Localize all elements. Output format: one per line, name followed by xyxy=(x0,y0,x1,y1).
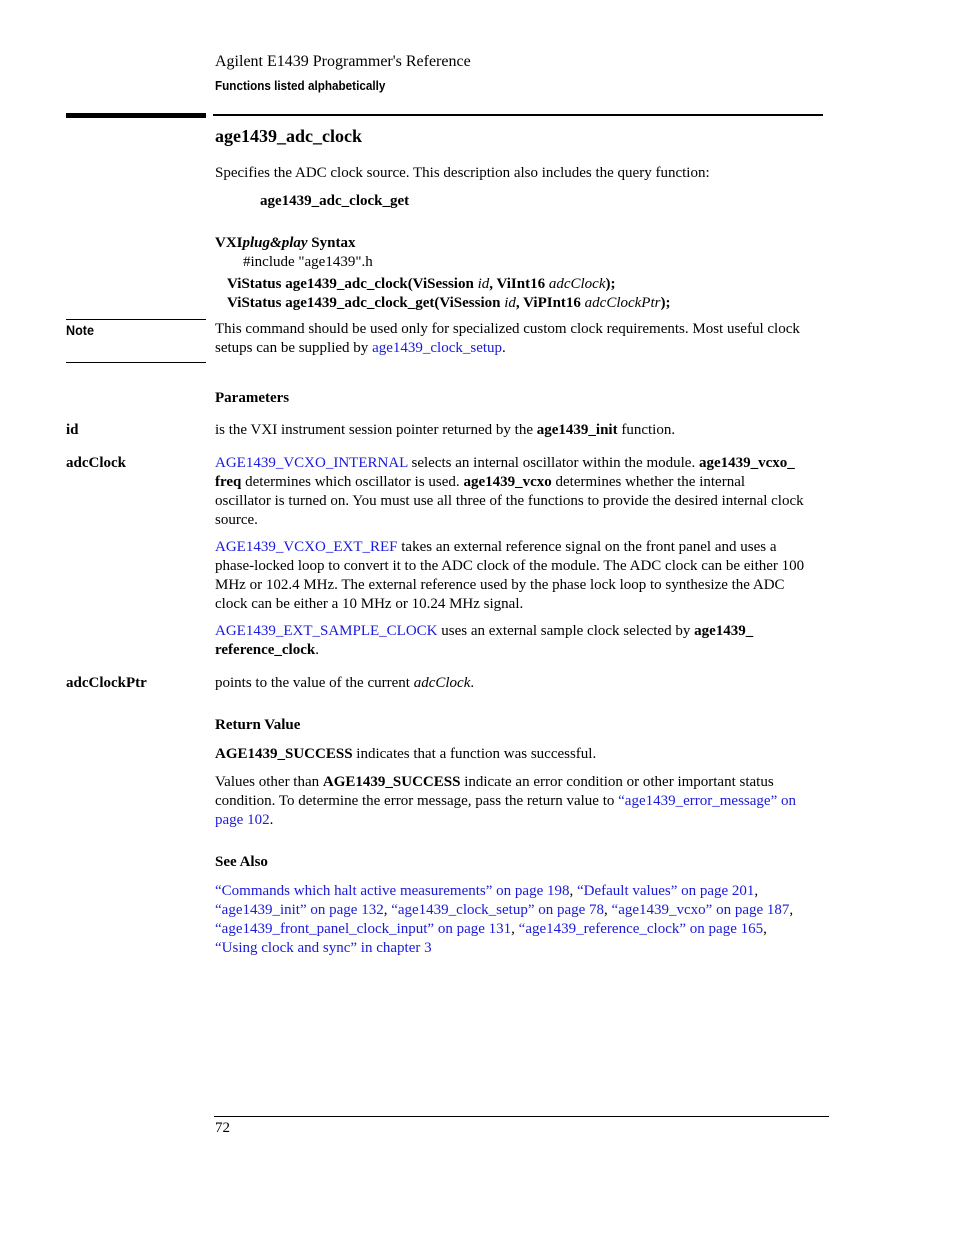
return-p2-line1 xyxy=(215,773,796,792)
see-also-separator: , xyxy=(789,902,794,918)
param-desc-adcclock-p1 xyxy=(215,454,804,530)
note-text xyxy=(215,320,827,358)
syntax-line-2-e: ); xyxy=(660,295,671,311)
running-header-title: Agilent E1439 Programmer's Reference xyxy=(215,53,471,70)
adcclock-p1-line3: oscillator is turned on. You must use all three of the functions to provide the desired internal clock xyxy=(215,493,804,509)
see-also-separator: , xyxy=(604,902,612,918)
param-desc-id xyxy=(215,421,675,440)
param-label-id: id xyxy=(66,422,79,438)
see-also-separator: , xyxy=(383,902,392,918)
note-end: . xyxy=(502,340,506,356)
return-p1-text: indicates that a function was successful. xyxy=(352,746,597,762)
see-also-link[interactable]: “age1439_init” on page 132 xyxy=(215,902,384,918)
return-success-code: AGE1439_SUCCESS xyxy=(215,746,353,762)
see-also-link[interactable]: “age1439_front_panel_clock_input” on page 131 xyxy=(215,921,512,937)
footer-rule xyxy=(214,1116,829,1117)
see-also-separator: , xyxy=(754,883,759,899)
adcclock-p3-line2 xyxy=(215,641,753,660)
param-desc-adcclock-p3 xyxy=(215,622,753,660)
syntax-line-2 xyxy=(227,294,670,313)
param-desc-adcclockptr xyxy=(215,674,474,693)
left-thick-rule xyxy=(66,113,206,118)
param-desc-id-end: function. xyxy=(617,422,676,438)
syntax-line-2-a: ViStatus age1439_adc_clock_get(ViSession xyxy=(227,295,505,311)
adcclock-p3-line1 xyxy=(215,622,753,641)
syntax-heading-suffix: Syntax xyxy=(307,235,356,251)
link-vcxo-internal[interactable]: AGE1439_VCXO_INTERNAL xyxy=(215,455,408,471)
param-label-adcclockptr: adcClockPtr xyxy=(66,675,147,691)
syntax-heading-prefix: VXI xyxy=(215,235,243,251)
see-also-heading: See Also xyxy=(215,854,268,870)
note-bottom-rule xyxy=(66,362,206,363)
adcclockptr-i1: adcClock xyxy=(413,675,471,691)
see-also-separator: , xyxy=(511,921,519,937)
param-label-adcclock: adcClock xyxy=(66,455,126,471)
syntax-line-2-param-adcclockptr: adcClockPtr xyxy=(584,295,661,311)
adcclock-p1-line4: source. xyxy=(215,512,258,528)
see-also-link[interactable]: “age1439_vcxo” on page 187 xyxy=(611,902,790,918)
link-error-message-page[interactable]: page 102 xyxy=(215,812,270,828)
adcclock-p2-line1 xyxy=(215,538,804,557)
adcclock-p2-line3: MHz or 102.4 MHz. The external reference used by the phase lock loop to synthesize the ADC xyxy=(215,577,785,593)
adcclock-p3-t1: uses an external sample clock selected by xyxy=(437,623,695,639)
see-also-link[interactable]: “Default values” on page 201 xyxy=(576,883,755,899)
syntax-line-2-param-id: id xyxy=(504,295,516,311)
see-also-link[interactable]: “age1439_clock_setup” on page 78 xyxy=(391,902,605,918)
adcclock-p1-b1: age1439_vcxo_ xyxy=(698,455,795,471)
see-also-link[interactable]: “age1439_reference_clock” on page 165 xyxy=(518,921,764,937)
running-header-subtitle: Functions listed alphabetically xyxy=(215,78,386,93)
return-p2-l2: condition. To determine the error message, pass the return value to xyxy=(215,793,619,809)
param-desc-adcclock-p2 xyxy=(215,538,804,614)
adcclock-p1-t3: determines whether the internal xyxy=(551,474,746,490)
see-also-separator: , xyxy=(569,883,577,899)
top-rule xyxy=(213,114,823,116)
see-also-line3 xyxy=(215,920,793,939)
see-also-line4 xyxy=(215,939,793,958)
adcclockptr-t1: points to the value of the current xyxy=(215,675,414,691)
return-value-p2 xyxy=(215,773,796,830)
function-title: age1439_adc_clock xyxy=(215,126,362,146)
intro-text: Specifies the ADC clock source. This description also includes the query function: xyxy=(215,165,710,181)
syntax-line-1-param-id: id xyxy=(477,276,490,292)
note-body: This command should be used only for specialized custom clock requirements. Most useful clock setups can be supplied by xyxy=(215,321,800,356)
adcclock-p3-b2: reference_clock xyxy=(215,642,316,658)
adcclock-p3-t2: . xyxy=(315,642,319,658)
query-function-name: age1439_adc_clock_get xyxy=(260,193,410,209)
link-error-message[interactable]: “age1439_error_message” on xyxy=(618,793,796,809)
see-also-links xyxy=(215,882,793,958)
syntax-heading xyxy=(215,234,355,253)
return-p2-t2: indicate an error condition or other important status xyxy=(460,774,774,790)
see-also-line1 xyxy=(215,882,793,901)
return-p2-line2 xyxy=(215,792,796,811)
adcclock-p1-b3: age1439_vcxo xyxy=(463,474,552,490)
adcclock-p2-line4: clock can be either a 10 MHz or 10.24 MHz signal. xyxy=(215,596,524,612)
parameters-heading: Parameters xyxy=(215,390,290,406)
see-also-link[interactable]: “Using clock and sync” in chapter 3 xyxy=(215,940,432,956)
link-ext-sample-clock[interactable]: AGE1439_EXT_SAMPLE_CLOCK xyxy=(215,623,438,639)
see-also-link[interactable]: “Commands which halt active measurements” on page 198 xyxy=(215,883,570,899)
adcclock-p3-b1: age1439_ xyxy=(694,623,754,639)
adcclock-p1-t2: determines which oscillator is used. xyxy=(241,474,464,490)
adcclock-p1-b2: freq xyxy=(215,474,242,490)
adcclock-p1-line1 xyxy=(215,454,804,473)
link-vcxo-ext-ref[interactable]: AGE1439_VCXO_EXT_REF xyxy=(215,539,398,555)
see-also-line2 xyxy=(215,901,793,920)
adcclockptr-t2: . xyxy=(470,675,475,691)
syntax-line-1-e: ); xyxy=(605,276,616,292)
syntax-line-2-c: , ViPInt16 xyxy=(515,295,585,311)
adcclock-p2-t1: takes an external reference signal on the front panel and uses a xyxy=(397,539,777,555)
note-label: Note xyxy=(66,322,95,338)
return-p2-line3 xyxy=(215,811,796,830)
return-value-heading: Return Value xyxy=(215,717,301,733)
param-desc-id-init: age1439_init xyxy=(536,422,618,438)
param-desc-id-text: is the VXI instrument session pointer returned by the xyxy=(215,422,537,438)
note-link-clock-setup[interactable]: age1439_clock_setup xyxy=(372,340,503,356)
syntax-heading-italic: plug&play xyxy=(242,235,308,251)
syntax-line-1-c: , ViInt16 xyxy=(489,276,549,292)
syntax-line-1-param-adcclock: adcClock xyxy=(548,276,606,292)
return-p2-t1: Values other than xyxy=(215,774,323,790)
return-p2-end: . xyxy=(269,812,274,828)
adcclock-p2-line2: phase-locked loop to convert it to the ADC clock of the module. The ADC clock can be either 100 xyxy=(215,558,805,574)
adcclock-p1-line2 xyxy=(215,473,804,492)
note-top-rule xyxy=(66,319,206,320)
syntax-include: #include "age1439".h xyxy=(243,254,373,270)
see-also-separator: , xyxy=(763,921,767,937)
return-p2-b1: AGE1439_SUCCESS xyxy=(322,774,461,790)
return-value-p1 xyxy=(215,745,596,764)
page-number: 72 xyxy=(215,1120,230,1136)
syntax-line-1-a: ViStatus age1439_adc_clock(ViSession xyxy=(227,276,478,292)
adcclock-p1-t1: selects an internal oscillator within the module. xyxy=(407,455,699,471)
syntax-line-1 xyxy=(227,275,616,294)
